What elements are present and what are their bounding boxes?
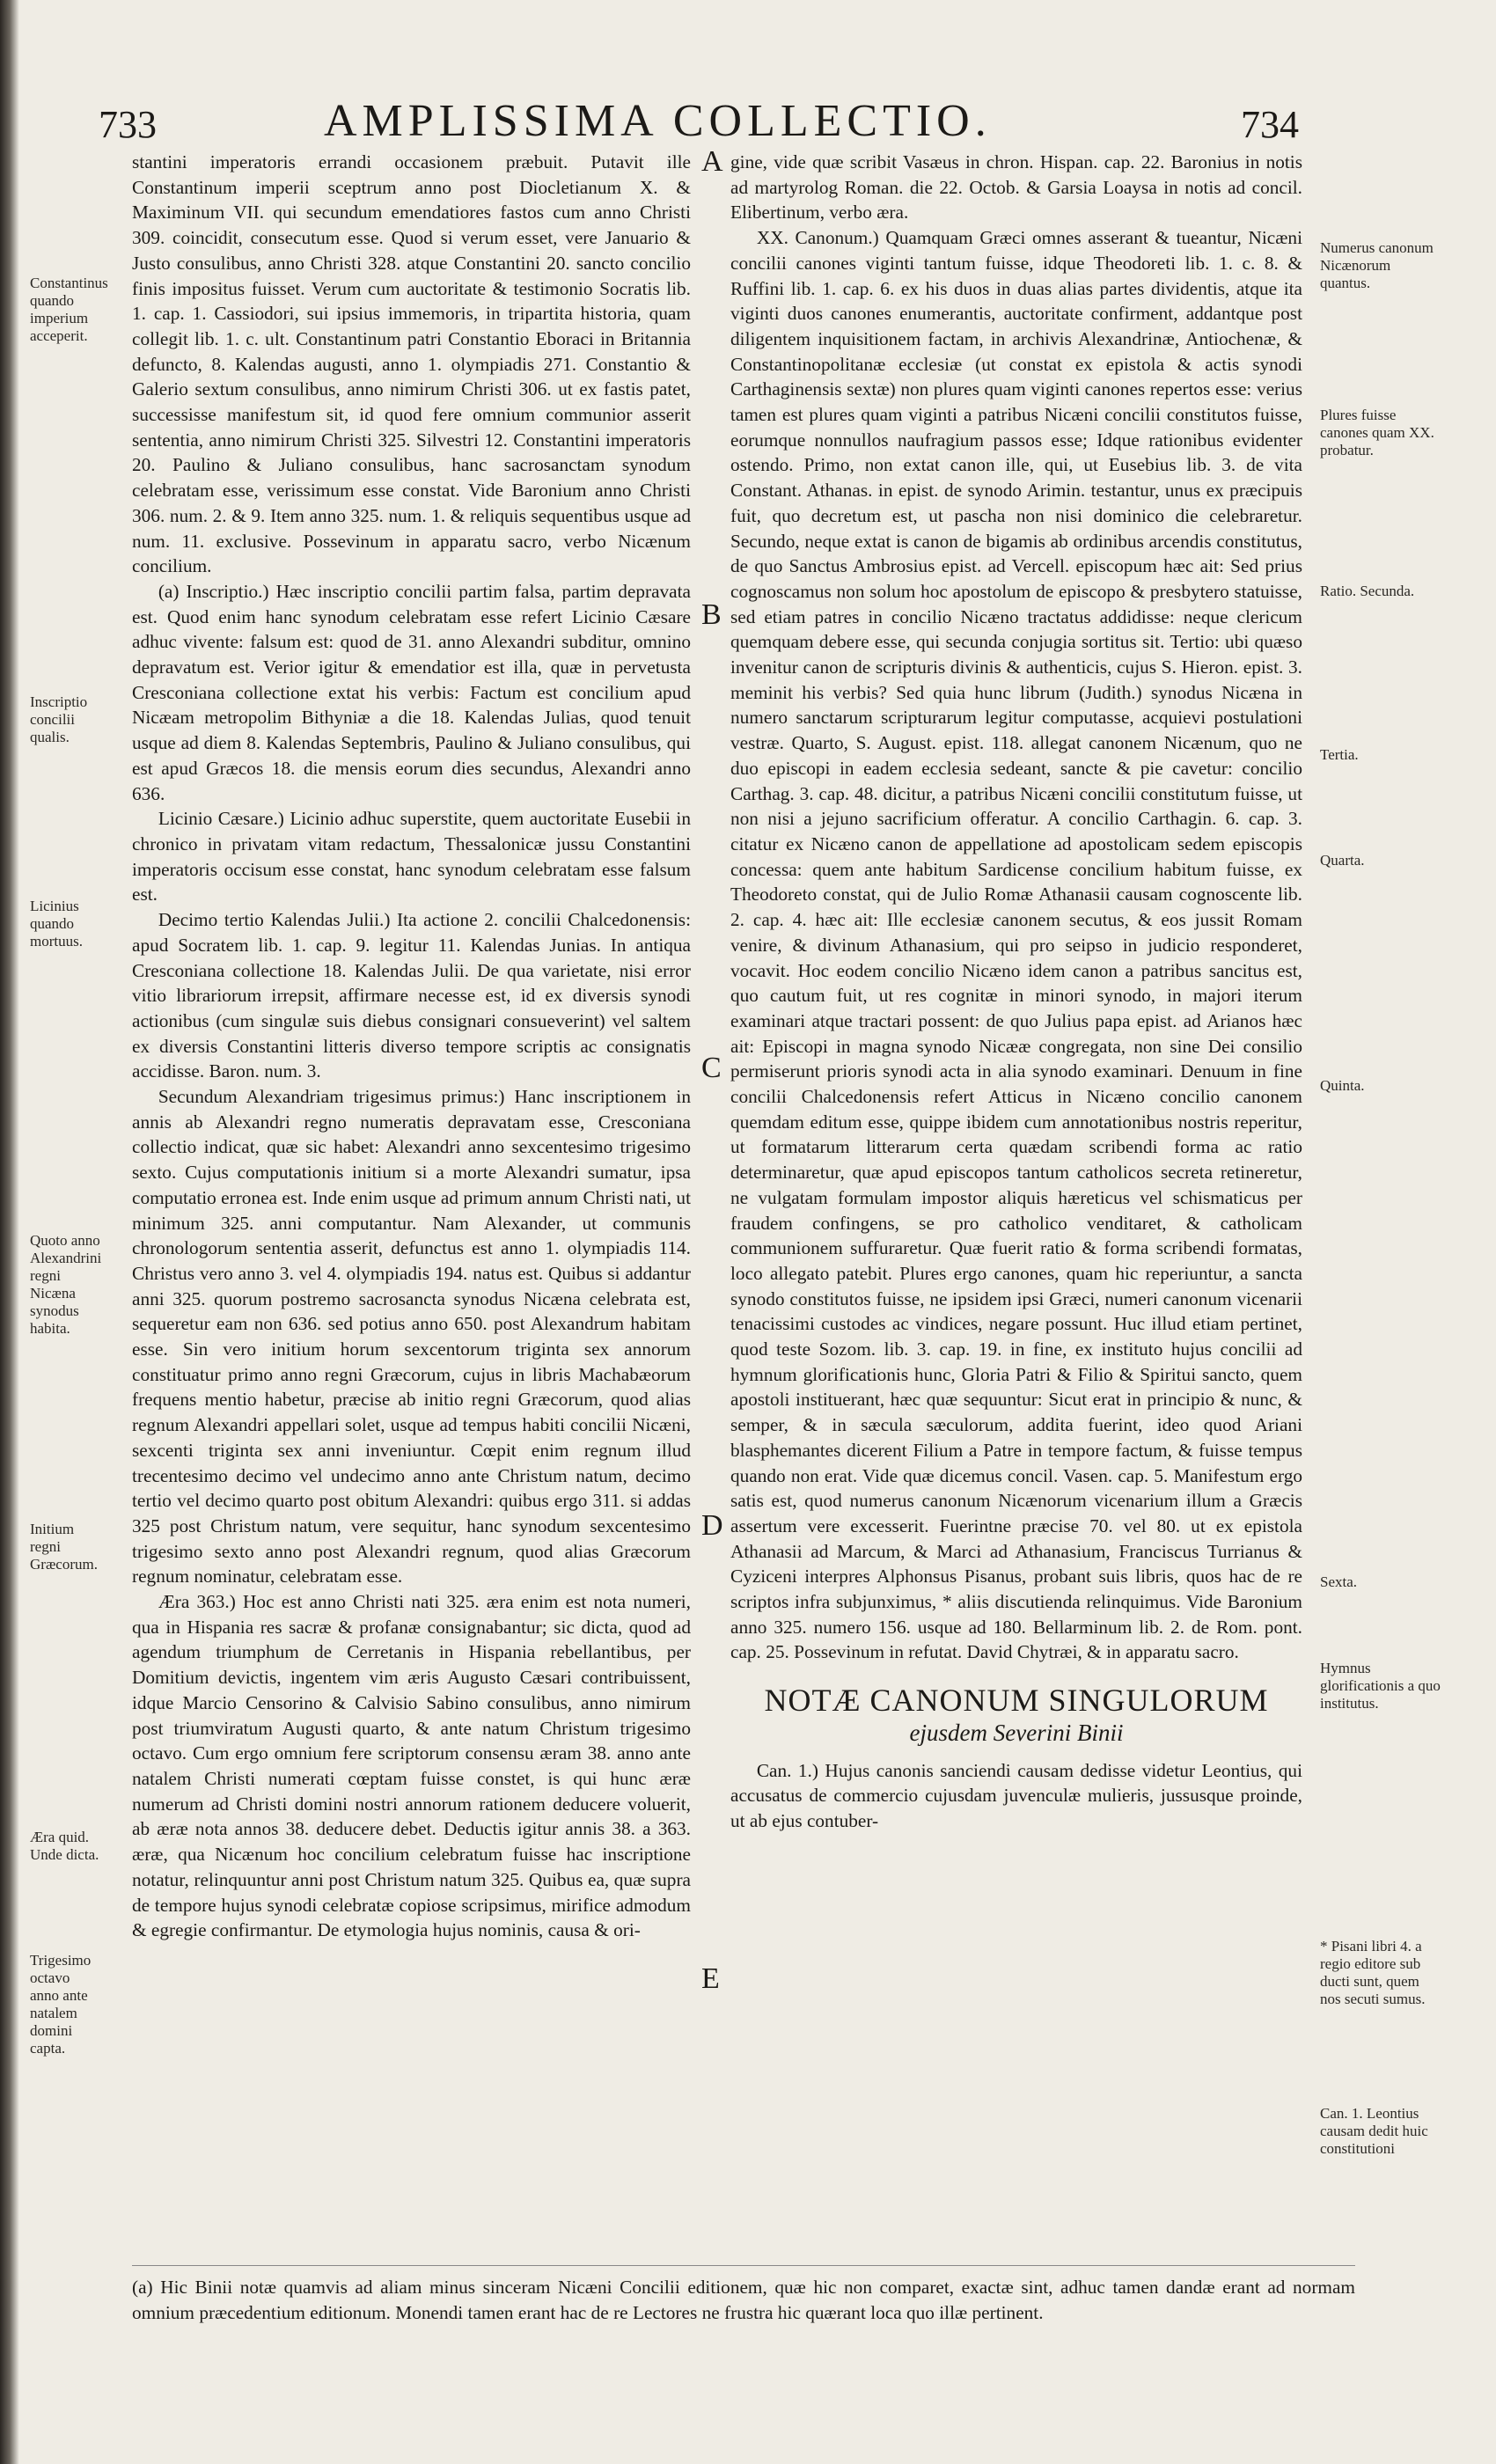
notes-heading: NOTÆ CANONUM SINGULORUM: [764, 1683, 1269, 1719]
binding-shadow: [0, 0, 19, 2464]
paragraph: Licinio Cæsare.) Licinio adhuc superstite, quem auctoritate Eusebii in chronico in privatam vitam redactum, Thessalonicæ jussu Constantini imperatoris occisum esse constat, hanc synodum celebratam esse falsum est.: [132, 808, 691, 906]
section-letter: D: [701, 1509, 723, 1542]
margin-note: Initium regni Græcorum.: [30, 1521, 98, 1573]
page-number-left: 733: [99, 103, 157, 146]
paragraph: Æra 363.) Hoc est anno Christi nati 325. æra enim est nota numeri, qua in Hispania res sacræ & profanæ consignabantur; sic dicta, quod ad agendum triumphum de Cerretanis in Hispania rebellantibus, per Domitium devictis, ingentem vim æris Augusto Cæsari contribuissent, idque Marcio Censorino & Calvisio Sabino consulibus, anno nimirum post triumviratum Augusti quarto, & ante natum Christum trigesimo octavo. Cum ergo omnium fere scriptorum consensu æram 38. anno ante natalem Christi numerati cœptam fuisse constet, is qui hunc æræ numerum ad Christi domini nostri annorum rationem deducere voluerit, ab æræ nota annos 38. deducere debet. Deductis igitur annis 38. a 363. æræ, qua Nicænum hoc concilium celebratum fuisse hac inscriptione notatur, relinquuntur anni post Christum natum 325. Quibus ea, quæ supra de tempore hujus synodi celebratæ copiose scripsimus, mirifice admodum & egregie confirmantur. De etymologia hujus nominis, causa & ori-: [132, 1591, 691, 1941]
margin-note: Plures fuisse canones quam XX. probatur.: [1320, 407, 1434, 458]
running-title: AMPLISSIMA COLLECTIO.: [324, 96, 992, 146]
margin-note: Trigesimo octavo anno ante natalem domini capta.: [30, 1952, 92, 2057]
section-letter: C: [701, 1052, 722, 1084]
paragraph: (a) Inscriptio.) Hæc inscriptio concilii partim falsa, partim depravata est. Quod enim hanc synodum celebratam esse refert Licinio Cæsare adhuc vivente: falsum est: quod de 31. anno Alexandri subditur, omnino depravatum est. Verior igitur & emendatior est illa, quæ in pervetusta Cresconiana collectione extat his verbis: Factum est concilium apud Nicæam metropolim Bithyniæ a die 18. Kalendas Julias, quod tenuit usque ad diem 8. Kalendas Septembris, Paulino & Juliano consulibus, qui est apud Græcos 18. die mensis eorum dies secundus, Alexandri anno 636.: [132, 580, 691, 804]
section-letter: B: [701, 598, 722, 631]
margin-note: Quarta.: [1320, 852, 1365, 869]
margin-note: Quoto anno Alexandrini regni Nicæna synodus habita.: [30, 1232, 102, 1337]
margin-note: Hymnus glorificationis a quo institutus.: [1320, 1660, 1441, 1712]
margin-note: Sexta.: [1320, 1573, 1358, 1590]
paragraph: gine, vide quæ scribit Vasæus in chron. Hispan. cap. 22. Baronius in notis ad martyrolog Roman. die 22. Octob. & Garsia Loaysa in notis ad concil. Elibertinum, verbo æra.: [730, 151, 1302, 224]
paragraph: Decimo tertio Kalendas Julii.) Ita actione 2. concilii Chalcedonensis: apud Socratem lib. 1. cap. 9. legitur 11. Kalendas Junias. In antiqua Cresconiana collectione 18. Kalendas Julii. De qua varietate, nisi error vitio librariorum irrepsit, affirmare necesse est, id ex diversis synodi actionibus (cum singulæ suis diebus consignari consueverint) vel saltem ex diversis Constantini litteris diverso tempore scriptis ac consignatis accidisse. Baron. num. 3.: [132, 909, 691, 1082]
margin-note: Æra quid. Unde dicta.: [30, 1829, 99, 1863]
margin-note: Ratio. Secunda.: [1320, 583, 1415, 599]
canon-note: Can. 1.) Hujus canonis sanciendi causam dedisse videtur Leontius, qui accusatus de commercio cujusdam juvenculæ mulieris, jussusque proinde, ut ab ejus contuber-: [730, 1759, 1302, 1831]
paragraph: Secundum Alexandriam trigesimus primus:) Hanc inscriptionem in annis ab Alexandri regno numeratis depravatam esse, Cresconiana collectio indicat, quæ sic habet: Alexandri anno sexcentesimo trigesimo sexto. Cujus computationis initium si a morte Alexandri sumatur, ipsa computatio erronea est. Inde enim usque ad primum annum Christi nati, ut minimum 325. anni computantur. Nam Alexander, ut communis chronologorum sententia asserit, defunctus est anno 1. olympiadis 114. Christus vero anno 3. vel 4. olympiadis 194. natus est. Quibus si addantur anni 325. quorum postremo sacrosancta synodus Nicæna celebrata est, sequeretur eam non 636. sed potius anno 650. post Alexandrum habitam esse. Sin vero initium horum sexcentorum triginta sex annorum constituatur primo anno regni Græcorum, cujus in libris Machabæorum frequens mentio habetur, præcise ab initio regni Græcorum, quod alias regnum Alexandri appellari solet, usque ad tempus habiti concilii Nicæni, sexcenti triginta sex anni inveniuntur. Cœpit enim regnum illud trecentesimo decimo vel undecimo anno ante Christum natum, decimo tertio vel decimo quarto post obitum Alexandri: quibus ergo 311. si addas 325 post Christum natum, vere sequitur, hanc synodum sexcentesimo trigesimo sexto anno post Alexandri regnum, quod alias Græcorum regnum nominatur, celebratam esse.: [132, 1086, 691, 1588]
footnote: (a) Hic Binii notæ quamvis ad aliam minus sinceram Nicæni Concilii editionem, quæ hic non comparet, exactæ sint, adhuc tamen dandæ erant ad normam omnium præcedentium editionum. Monendi tamen erant hac de re Lectores ne frustra hic quærant loca quo illæ pertinent.: [132, 2277, 1355, 2323]
margin-note: Numerus canonum Nicænorum quantus.: [1320, 239, 1434, 291]
page-header: [0, 95, 1496, 148]
left-column: [132, 150, 691, 2288]
margin-note: Constantinus quando imperium acceperit.: [30, 275, 108, 344]
margin-note: Inscriptio concilii qualis.: [30, 693, 88, 745]
right-column: [730, 150, 1302, 2297]
margin-note: Quinta.: [1320, 1077, 1365, 1094]
section-letter: E: [701, 1962, 720, 1995]
margin-note: Can. 1. Leontius causam dedit huic constitutioni: [1320, 2105, 1428, 2157]
margin-note: Tertia.: [1320, 746, 1359, 763]
notes-subheading: ejusdem Severini Binii: [909, 1719, 1124, 1746]
paragraph: stantini imperatoris errandi occasionem præbuit. Putavit ille Constantinum imperii sceptrum anno post Diocletianum X. & Maximinum VII. qui secundum emendatiores fastos cum anno Christi 309. coincidit, consecutum esse. Quod si verum esset, vere Januario & Justo consulibus, anno Christi 328. atque Constantini 20. sancto concilio finis impositus fuisset. Verum cum auctoritate & testimonio Socratis lib. 1. cap. 1. Cassiodori, sui ipsius immemoris, in tripartita historia, quam collegit lib. 1. c. ult. Constantinum patri Constantio Eboraci in Britannia defuncto, 8. Kalendas augusti, anno 1. olympiadis 271. Constantio & Galerio sextum consulibus, anno nimirum Christi 306. ut ex fastis patet, successisse manifestum sit, id quod fere omnium communior asserit sententia, anno nimirum Christi 325. Silvestri 12. Constantini imperatoris 20. Paulino & Juliano consulibus, hanc sacrosanctam synodum celebratam esse, verissimum esse constat. Vide Baronium anno Christi 306. num. 2. & 9. Item anno 325. num. 1. & reliquis sequentibus usque ad num. 11. exclusive. Possevinum in apparatu sacro, verbo Nicænum concilium.: [132, 151, 691, 577]
paragraph: XX. Canonum.) Quamquam Græci omnes asserant & tueantur, Nicæni concilii canones viginti tantum fuisse, idque Theodoreti lib. 1. c. 8. & Ruffini lib. 1. cap. 6. ex his duos in duas alias partes dividentis, atque ita viginti duos canones enumerantis, auctoritate confirment, addantque post diligentem inquisitionem factam, in archivis Alexandrinæ, Antiochenæ, & Constantinopolitanæ ecclesiæ (ut constat ex epistola & actis synodi Carthaginensis sextæ) non plures quam viginti canones repertos esse: verius tamen est plures quam viginti a patribus Nicæni concilii constitutos fuisse, eorumque nonnullos naufragium passos esse; Idque rationibus evidenter ostendo. Primo, non extat canon ille, qui, ut Eusebius lib. 3. de vita Constant. Athanas. in epist. de synodo Arimin. testantur, unus ex præcipuis fuit, quo decretum est, ut pascha non nisi dominico die celebraretur. Secundo, neque extat is canon de bigamis ab ordinibus arcendis constitutus, de quo Sanctus Ambrosius epist. ad Vercell. episcopum hæc ait: Sed prius cognoscamus non solum hoc apostolum de episcopo & presbytero statuisse, sed etiam patres in concilio Nicæno tractatus addidisse: neque clericum quemquam debere esse, qui secunda conjugia sortitus sit. Tertio: ubi quæso invenitur canon de scripturis divinis & authenticis, cujus S. Hieron. epist. 3. meminit his verbis? Sed quia hunc librum (Judith.) synodus Nicæna in numero sanctarum scripturarum legitur computasse, acquievi postulationi vestræ. Quarto, S. August. epist. 118. allegat canonem Nicænum, quo ne duo episcopi in eadem ecclesia sedeant, sancte & pie cavetur: concilio Carthag. 3. cap. 48. dicitur, a patribus Nicæni concilii constitutum fuisse, ut non nisi a jejuno sacrificium offeratur. A concilio Carthagin. 6. cap. 3. citatur ex Nicæno canon de appellatione ad apostolicam sedem episcopis concessa: quem ante habitum Sardicense concilium habitum fuisse, ex Theodoreto constat, qui de Julio Romæ Athanasii causam cognoscente lib. 2. cap. 4. hæc ait: Ille ecclesiæ canonem secutus, & eos jussit Romam venire, & divinum Athanasium, qui pro seipso in judicio responderet, vocavit. Hoc eodem concilio Nicæno idem canon a patribus sancitus est, quo cautum fuit, ut res cognitæ in minori synodo, in majori iterum examinari atque tractari possent: de quo Julius papa epist. ad Arianos hæc ait: Episcopi in magna synodo Nicææ congregata, non sine Dei consilio permiserunt prioris synodi acta in alia synodo examinari. Denuum in fine concilii Chalcedonensis refert Atticus in Nicæno concilio canonem quemdam editum esse, quippe ibidem cum annotationibus nostris reperitur, ut formatarum litterarum certa quædam scribendi forma ac ratio determinaretur, quæ apud episcopos tantum catholicos secreta retineretur, ne vulgatam formulam impostor aliquis hæreticus vel schismaticus per fraudem confingens, se pro catholico venditaret, & catholicam communionem suffuraretur. Quæ fuerit ratio & forma scribendi formatas, loco allegato patebit. Plures ergo canones, quam hic reperiuntur, a sancta synodo constitutos fuisse, ne ipsidem ipsi Græci, numeri canonum vicenarii tenacissimi custodes ac vindices, negare possunt. Huc illud etiam pertinet, quod teste Sozom. lib. 3. cap. 19. in fine, ex instituto hujus concilii ad hymnum glorificationis hunc, Gloria Patri & Filio & Spiritui sancto, quem apostoli instituerant, hæc quæ sequuntur: Sicut erat in principio & nunc, & semper, & in sæcula sæculorum, addita fuerint, ideo quod Ariani blasphemantes dicerent Filium a Patre in tempore factum, & fuisse tempus quando non erat. Vide quæ dicemus concil. Vasen. cap. 5. Manifestum ergo satis est, quod numerus canonum Nicænorum vicenarium illum a Græcis assertum vere excesserit. Fuerintne præcise 70. vel 80. ut ex epistola Athanasii ad Marcum, & Marci ad Athanasium, Franciscus Turrianus & Cyziceni interpres Alphonsus Pisanus, probant suis libris, quos hac de re scriptos infra subjunximus, * aliis discutienda relinquimus. Vide Baronium anno 325. numero 156. usque ad 180. Bellarminum lib. 2. de Rom. pont. cap. 25. Possevinum in refutat. David Chytræi, & in apparatu sacro.: [730, 227, 1302, 1663]
section-letter: A: [701, 145, 723, 178]
footnote-divider: [132, 2265, 1355, 2266]
margin-note: Licinius quando mortuus.: [30, 898, 83, 950]
page-number-right: 734: [1241, 103, 1299, 146]
margin-note: * Pisani libri 4. a regio editore sub ducti sunt, quem nos secuti sumus.: [1320, 1938, 1426, 2007]
